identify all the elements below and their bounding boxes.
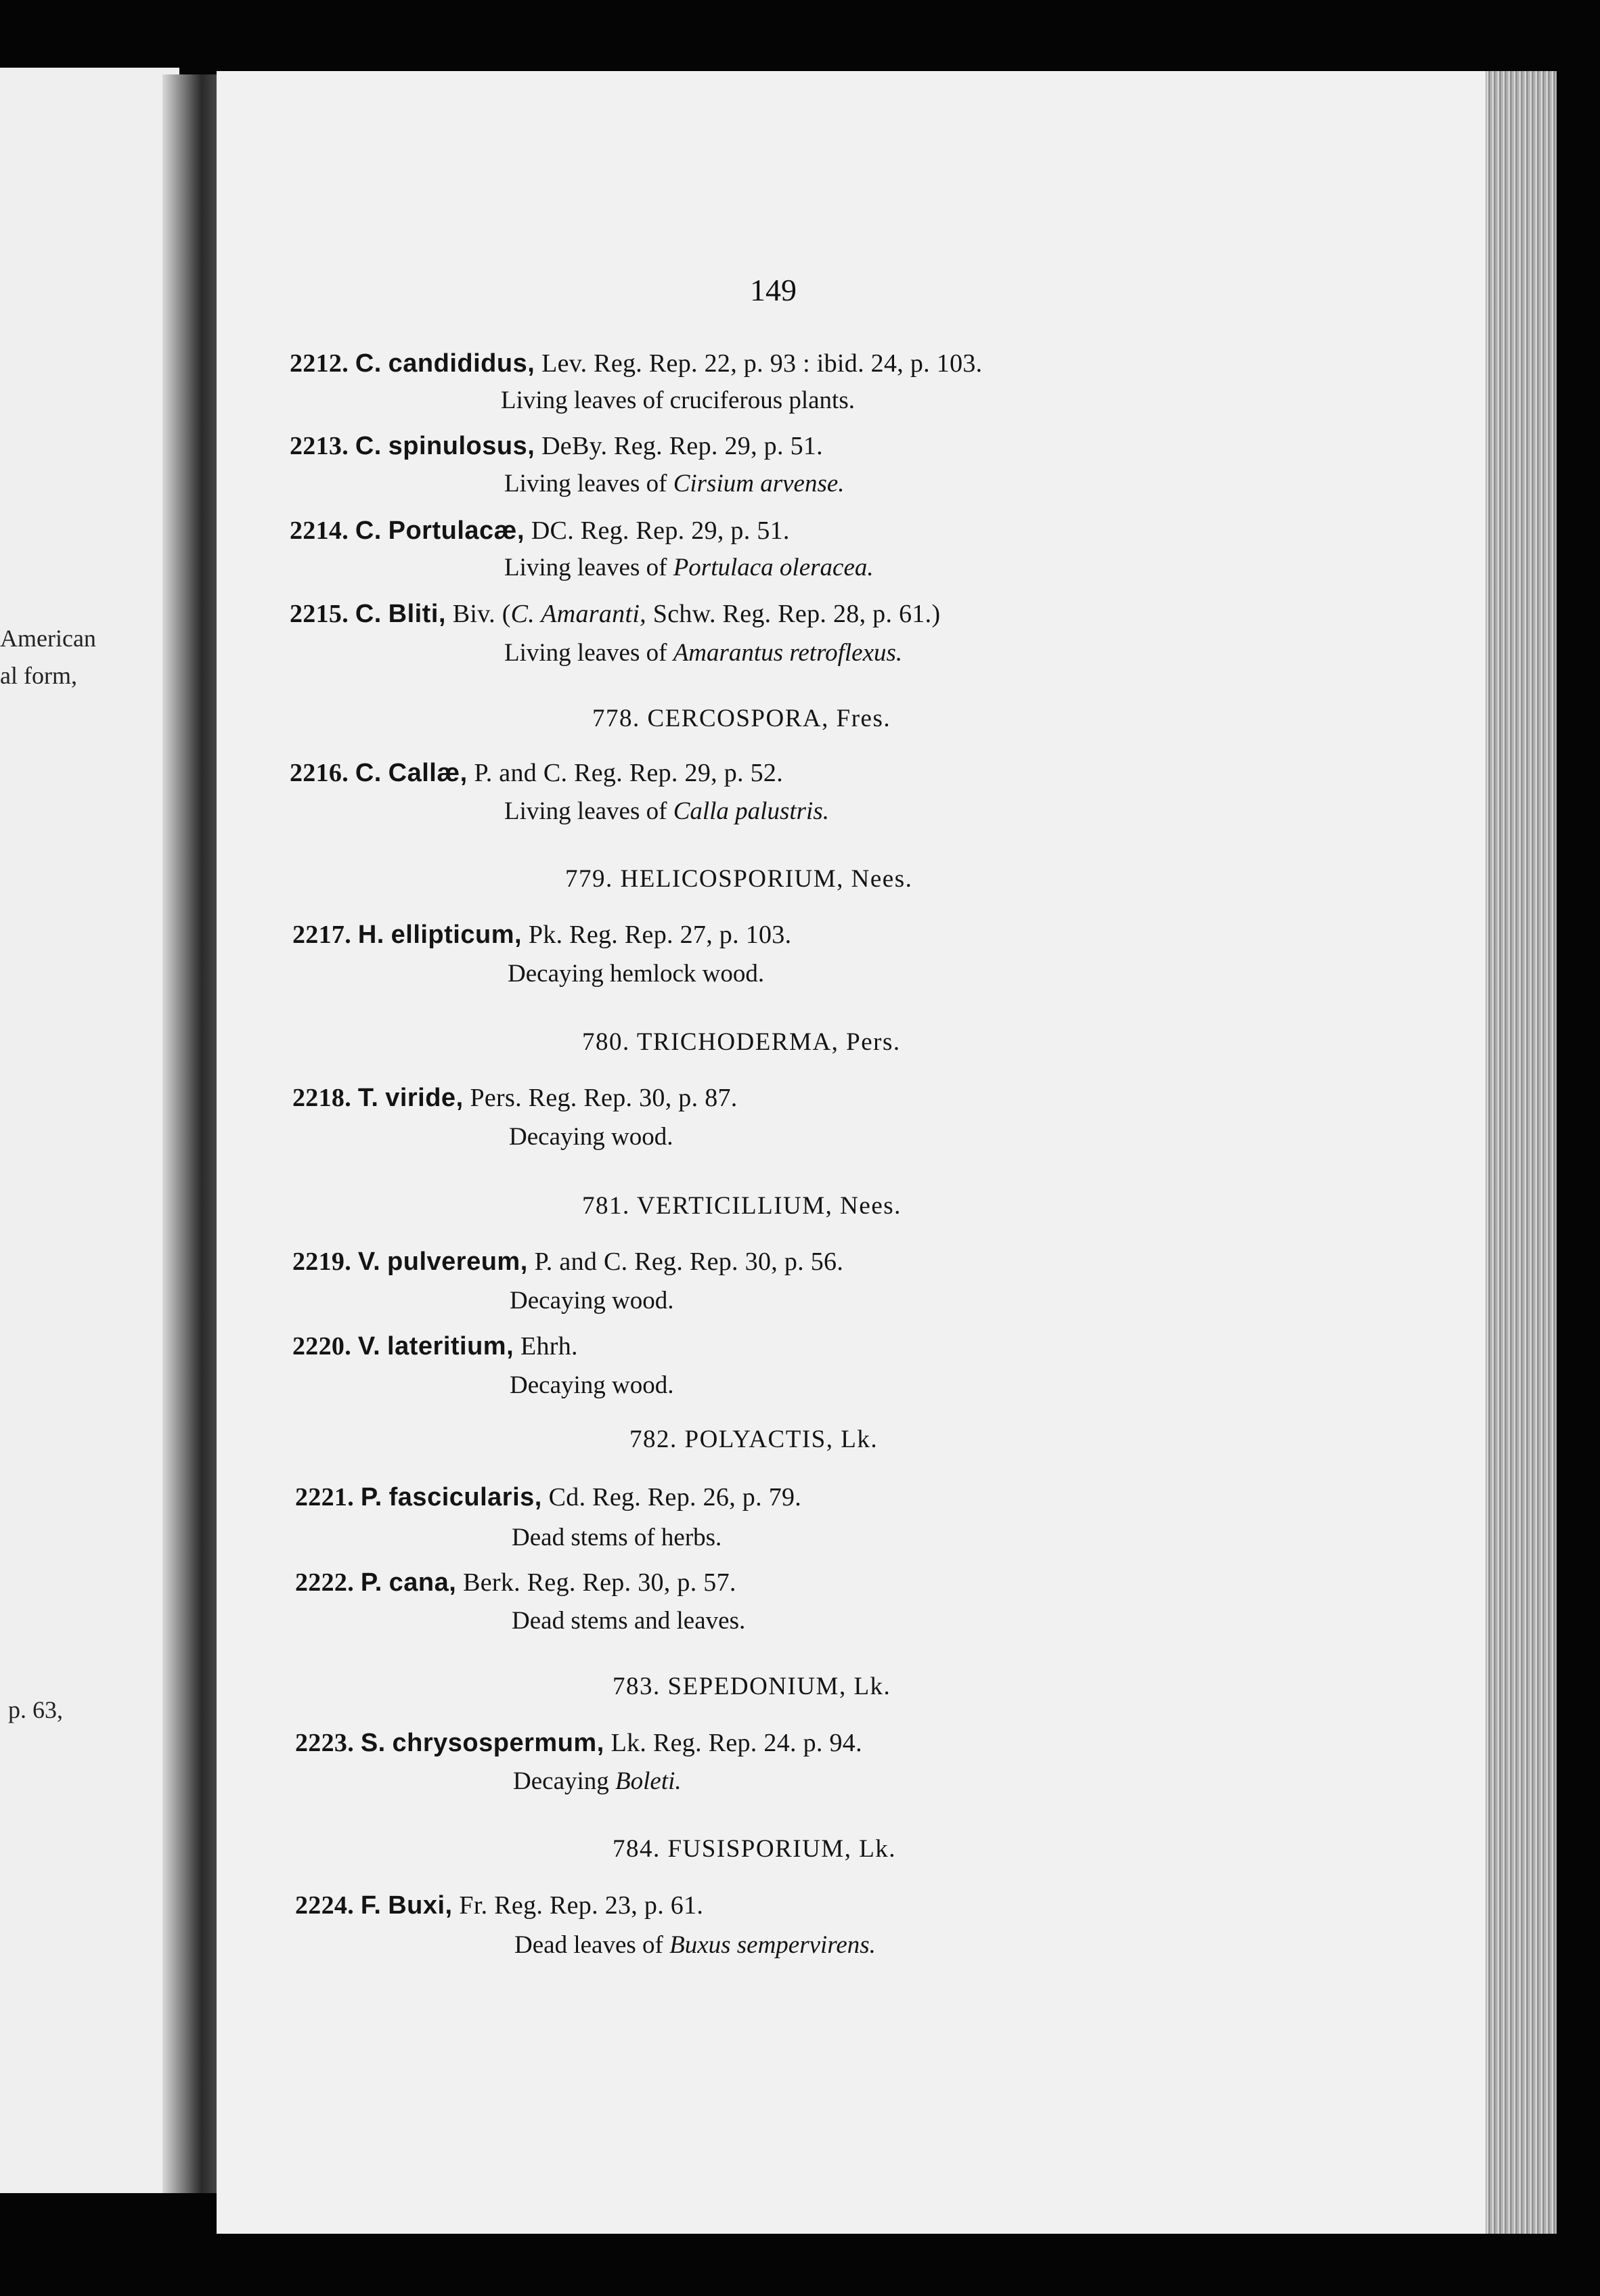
species-name: fascicularis, [388,1483,542,1511]
left-page-fragment-3: p. 63, [8,1696,63,1723]
entry-number: 2215. [290,600,349,628]
genus-heading: 780. TRICHODERMA, Pers. [582,1028,901,1056]
species-entry [292,920,791,950]
entry-number: 2222. [295,1568,354,1597]
entry-number: 2224. [295,1891,354,1920]
habitat-text: Living leaves of [504,797,673,825]
genus-abbrev: S. [360,1729,386,1757]
citation-text: Pk. Reg. Rep. 27, p. 103. [522,921,792,949]
species-entry [295,1568,736,1597]
species-name: pulvereum, [387,1248,528,1276]
citation-text: Ehrh. [514,1332,578,1361]
entry-number: 2213. [290,432,349,460]
entry-number: 2219. [292,1248,351,1276]
habitat-line [512,1606,745,1635]
species-entry [290,431,823,461]
species-name: viride, [385,1084,464,1112]
species-name: Portulacæ, [388,516,525,545]
genus-heading: 782. POLYACTIS, Lk. [629,1426,879,1453]
entry-number: 2214. [290,516,349,545]
citation-text: P. and C. Reg. Rep. 29, p. 52. [467,759,784,787]
habitat-line [510,1286,674,1315]
species-entry [290,599,940,629]
habitat-taxon: Boleti. [615,1767,682,1795]
genus-abbrev: C. [355,600,382,628]
species-name: chrysospermum, [392,1729,604,1757]
species-name: Bliti, [388,600,446,628]
habitat-line [501,386,855,415]
citation-text: Lk. Reg. Rep. 24. p. 94. [604,1729,862,1757]
page-number: 149 [750,273,797,307]
species-name: candididus, [388,349,535,378]
habitat-line [514,1930,876,1960]
citation-text: Biv. ( [445,600,511,628]
genus-abbrev: P. [360,1568,382,1597]
genus-abbrev: V. [357,1248,381,1276]
species-entry [295,1482,801,1512]
entry-number: 2217. [292,921,351,949]
citation-text: P. and C. Reg. Rep. 30, p. 56. [527,1248,844,1276]
genus-heading: 781. VERTICILLIUM, Nees. [582,1192,902,1220]
habitat-text: Living leaves of cruciferous plants. [501,387,855,414]
synonym-name: C. Amaranti, [510,600,646,628]
habitat-text: Decaying wood. [510,1287,674,1315]
species-entry [290,516,790,546]
genus-heading: 778. CERCOSPORA, Fres. [592,705,891,732]
habitat-taxon: Cirsium arvense. [673,470,845,498]
genus-abbrev: P. [360,1483,382,1511]
left-page [0,68,179,2193]
habitat-line [504,469,845,498]
habitat-line [510,1371,674,1400]
citation-text: Lev. Reg. Rep. 22, p. 93 : ibid. 24, p. 103. [535,349,983,378]
species-name: lateritium, [387,1332,514,1361]
habitat-text: Decaying wood. [510,1371,674,1399]
citation-text: Pers. Reg. Rep. 30, p. 87. [463,1084,738,1112]
genus-abbrev: T. [357,1084,379,1112]
entry-number: 2223. [295,1729,354,1757]
habitat-text: Living leaves of [504,554,673,581]
entry-number: 2218. [292,1084,351,1112]
species-name: Buxi, [388,1891,453,1920]
genus-abbrev: C. [355,516,382,545]
habitat-line [509,1122,673,1151]
citation-text: Cd. Reg. Rep. 26, p. 79. [541,1483,802,1511]
genus-abbrev: C. [355,349,382,378]
habitat-text: Dead leaves of [514,1931,670,1959]
genus-heading: 783. SEPEDONIUM, Lk. [613,1673,891,1700]
species-name: cana, [388,1568,457,1597]
habitat-line [508,959,764,988]
entry-number: 2220. [292,1332,351,1361]
habitat-line [513,1767,682,1796]
species-entry [292,1247,843,1277]
citation-text: DC. Reg. Rep. 29, p. 51. [525,516,790,545]
habitat-taxon: Amarantus retroflexus. [673,639,903,667]
habitat-text: Decaying hemlock wood. [508,960,765,988]
species-entry [290,349,982,378]
habitat-taxon: Buxus sempervirens. [669,1931,876,1959]
citation-text: Fr. Reg. Rep. 23, p. 61. [452,1891,704,1920]
habitat-line [504,797,829,826]
genus-heading: 784. FUSISPORIUM, Lk. [613,1835,897,1863]
species-entry [295,1891,703,1920]
genus-abbrev: C. [355,432,382,460]
page-fore-edge [1486,71,1557,2234]
entry-number: 2221. [295,1483,354,1511]
species-name: Callæ, [388,759,468,787]
habitat-line [504,638,902,667]
citation-text: DeBy. Reg. Rep. 29, p. 51. [535,432,823,460]
species-entry [295,1728,862,1758]
species-entry [292,1083,738,1113]
species-entry [290,758,783,788]
habitat-line [504,553,874,582]
genus-abbrev: V. [357,1332,381,1361]
entry-number: 2212. [290,349,349,378]
species-name: ellipticum, [391,921,523,949]
genus-abbrev: F. [360,1891,382,1920]
species-name: spinulosus, [388,432,535,460]
citation-text: Berk. Reg. Rep. 30, p. 57. [456,1568,736,1597]
habitat-text: Decaying wood. [509,1123,673,1151]
left-page-fragment-2: al form, [0,662,77,689]
species-entry [292,1331,578,1361]
genus-abbrev: H. [357,921,384,949]
entry-number: 2216. [290,759,349,787]
habitat-text: Living leaves of [504,639,673,667]
habitat-text: Dead stems and leaves. [512,1607,746,1635]
habitat-taxon: Calla palustris. [673,797,829,825]
left-page-fragment-1: American [0,625,96,652]
habitat-line [512,1523,721,1552]
habitat-text: Living leaves of [504,470,673,498]
habitat-taxon: Portulaca oleracea. [673,554,874,581]
genus-heading: 779. HELICOSPORIUM, Nees. [565,865,913,893]
citation-text: Schw. Reg. Rep. 28, p. 61.) [646,600,941,628]
habitat-text: Dead stems of herbs. [512,1524,722,1551]
genus-abbrev: C. [355,759,382,787]
habitat-text: Decaying [513,1767,616,1795]
